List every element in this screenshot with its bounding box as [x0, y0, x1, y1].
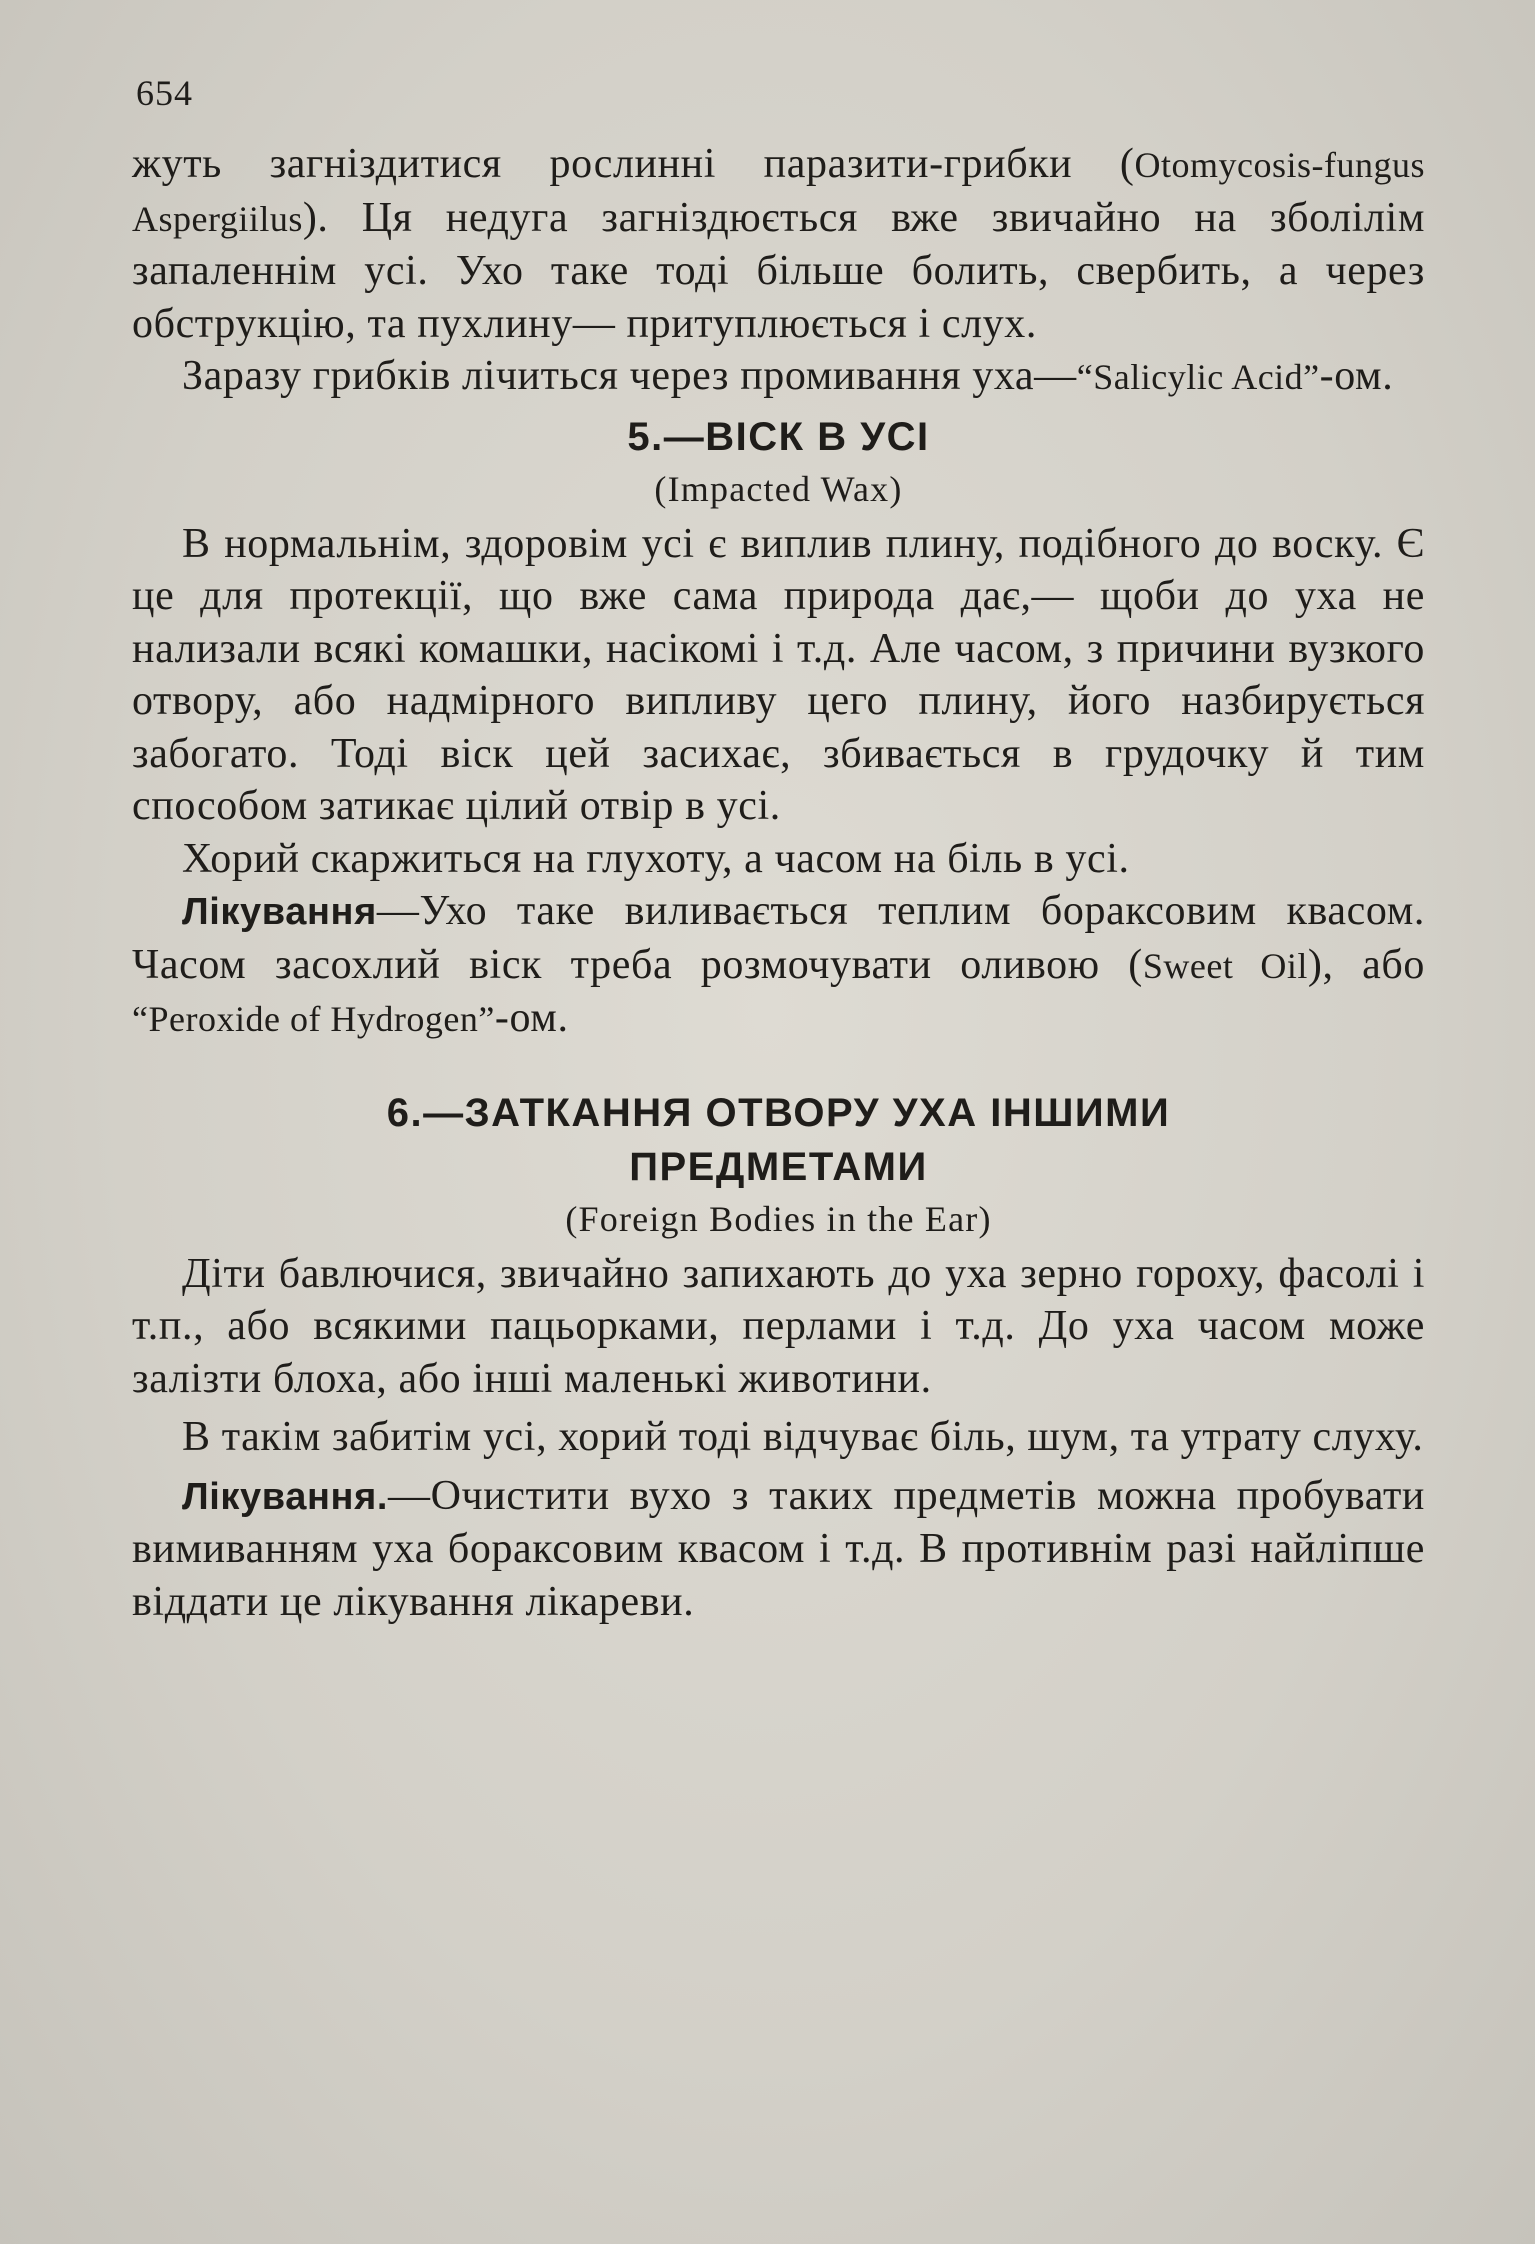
intro-text-rest: ). Ця недуга загніздюється вже звичайно на зболілім запаленнім усі. Ухо таке тоді більше болить, свербить, а через обструкцію, та пухлину— притуплюється і слух.: [132, 194, 1425, 347]
intro-latin-term: Otomycosis-fungus Aspergiilus: [132, 145, 1425, 239]
treatment-mid: ), або: [1307, 941, 1425, 988]
section-5-paragraph-2: Хорий скаржиться на глухоту, а часом на біль в усі.: [182, 835, 1130, 882]
section-6-title-line-2: ПРЕДМЕТАМИ: [629, 1144, 928, 1189]
treatment-suffix: -ом.: [494, 995, 569, 1041]
treatment-text-2: —Очистити вухо з таких предметів можна пробувати вимиванням уха бораксовим квасом і т.д. В противнім разі найліпше віддати це лікування лікареви.: [132, 1472, 1425, 1625]
section-6-paragraph-1: Діти бавлючися, звичайно запихають до уха зерно гороху, фасолі і т.п., або всякими пацьорками, перлами і т.д. До уха часом може залізти блоха, або інші маленькі животини.: [132, 1250, 1425, 1402]
intro-paragraph-1: [132, 138, 1425, 350]
intro-latin-term-2: “Salicylic Acid”: [1076, 357, 1320, 397]
section-5-subtitle: (Impacted Wax): [654, 468, 903, 509]
intro-text: жуть загніздитися рослинні паразити-грибки (: [132, 141, 1135, 187]
section-5-title: 5.—ВІСК В УСІ: [627, 414, 930, 459]
treatment-label: Лікування: [182, 891, 377, 933]
section-5-treatment: [132, 885, 1425, 1046]
treatment-label-2: Лікування.: [182, 1475, 389, 1518]
section-6-subtitle: (Foreign Bodies in the Ear): [565, 1198, 992, 1239]
intro-text-2: Заразу грибків лічиться через промивання уха—: [182, 353, 1077, 399]
treatment-latin-1: Sweet Oil: [1142, 945, 1308, 986]
intro-paragraph-2: [132, 350, 1425, 404]
section-6-treatment: [132, 1470, 1425, 1629]
section-6-paragraph-2: В такім забитім усі, хорий тоді відчуває біль, шум, та утрату слуху.: [182, 1414, 1424, 1460]
section-6-title-line-1: 6.—ЗАТКАННЯ ОТВОРУ УХА ІНШИМИ: [386, 1090, 1171, 1135]
intro-suffix-2: -ом.: [1319, 353, 1394, 399]
treatment-latin-2: “Peroxide of Hydrogen”: [132, 999, 495, 1039]
treatment-text: —Ухо таке виливається теплим бораксовим квасом. Часом засохлий віск треба розмочувати оливою (: [132, 888, 1425, 988]
section-5-paragraph-1: В нормальнім, здоровім усі є виплив плину, подібного до воску. Є це для протекції, що вже сама природа дає,— щоби до уха не нализали всякі комашки, насікомі і т.д. Але часом, з причини вузкого отвору, або надмірного випливу цего плину, його назбирується забогато. Тоді віск цей засихає, збивається в грудочку й тим способом затикає цілий отвір в усі.: [132, 520, 1425, 829]
page-number: 654: [136, 73, 193, 113]
